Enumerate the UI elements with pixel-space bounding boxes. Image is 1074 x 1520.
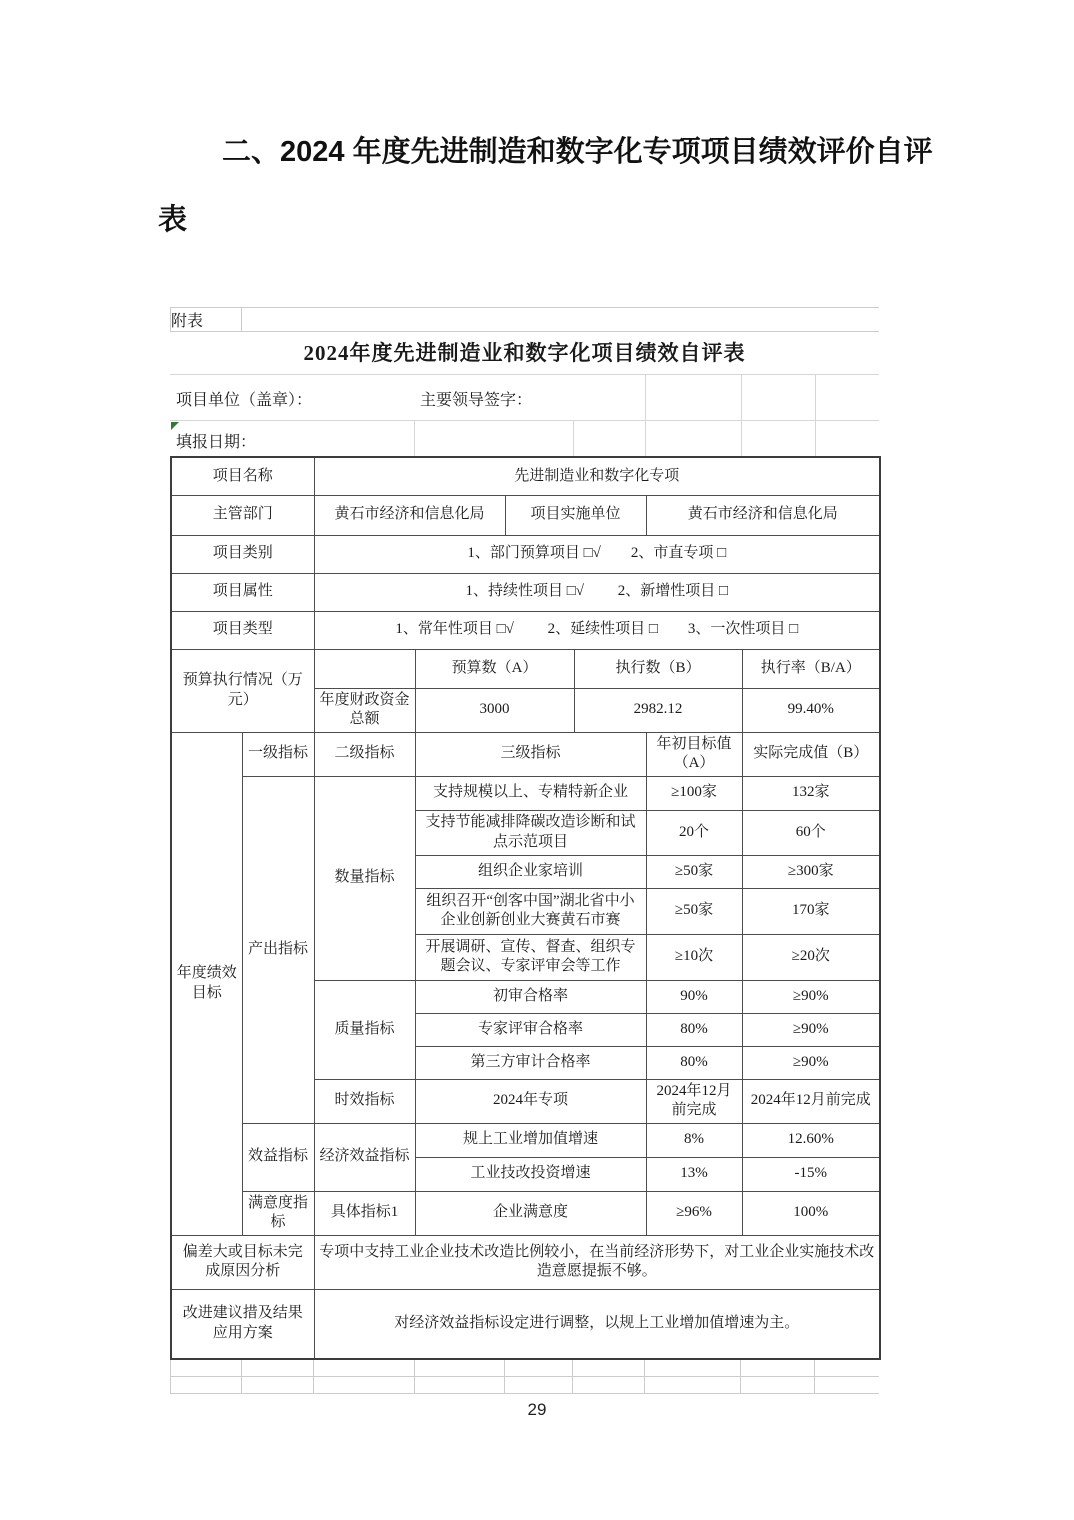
label-type: 项目类型 — [171, 611, 314, 649]
indicator-actual: 170家 — [742, 888, 880, 934]
grid-cell — [314, 1360, 415, 1376]
indicator-target: 80% — [646, 1013, 742, 1046]
sheet-title: 2024年度先进制造业和数字化项目绩效自评表 — [170, 332, 879, 375]
indicator-name: 工业技改投资增速 — [415, 1157, 646, 1191]
indicator-name: 初审合格率 — [415, 980, 646, 1013]
header-rate-ba: 执行率（B/A） — [742, 649, 880, 688]
value-improvement: 对经济效益指标设定进行调整，以规上工业增加值增速为主。 — [314, 1289, 880, 1359]
header-budget-a: 预算数（A） — [415, 649, 574, 688]
label-category: 项目类别 — [171, 535, 314, 573]
grid-cell — [505, 1360, 574, 1376]
label-improvement: 改进建议措及结果应用方案 — [171, 1289, 314, 1359]
label-budget-section: 预算执行情况（万元） — [171, 649, 314, 732]
grid-cell — [645, 1377, 741, 1393]
label-project-name: 项目名称 — [171, 457, 314, 495]
indicator-actual: ≥90% — [742, 980, 880, 1013]
indicator-actual: ≥90% — [742, 1046, 880, 1079]
label-benefit-indicator: 效益指标 — [242, 1123, 314, 1191]
label-dept: 主管部门 — [171, 495, 314, 535]
indicator-target: 90% — [646, 980, 742, 1013]
value-deviation-analysis: 专项中支持工业企业技术改造比例较小，在当前经济形势下，对工业企业实施技术改造意愿提振不够。 — [314, 1235, 880, 1289]
indicator-target: ≥96% — [646, 1191, 742, 1235]
value-project-name: 先进制造业和数字化专项 — [314, 457, 880, 495]
grid-cell — [645, 1360, 741, 1376]
indicator-actual: ≥300家 — [742, 855, 880, 888]
grid-cell — [573, 1360, 645, 1376]
indicator-name: 2024年专项 — [415, 1079, 646, 1123]
table-row — [171, 495, 880, 535]
indicator-name: 组织企业家培训 — [415, 855, 646, 888]
header-level3: 三级指标 — [415, 732, 646, 776]
indicator-target: 80% — [646, 1046, 742, 1079]
header-level2: 二级指标 — [314, 732, 415, 776]
grid-cell — [573, 1377, 645, 1393]
grid-cell — [505, 1377, 574, 1393]
empty-grid-row — [170, 1377, 879, 1394]
label-impl-unit: 项目实施单位 — [505, 495, 646, 535]
label-time-indicator: 时效指标 — [314, 1079, 415, 1123]
unit-seal-label: 项目单位（盖章）： — [176, 392, 313, 409]
indicator-name: 支持规模以上、专精特新企业 — [415, 776, 646, 810]
indicator-actual: -15% — [742, 1157, 880, 1191]
indicator-target: 20个 — [646, 810, 742, 855]
grid-line — [645, 375, 646, 420]
label-annual-fund: 年度财政资金总额 — [314, 688, 415, 732]
indicator-target: ≥50家 — [646, 855, 742, 888]
indicator-name: 组织召开“创客中国”湖北省中小企业创新创业大赛黄石市赛 — [415, 888, 646, 934]
attachment-row — [170, 307, 879, 332]
table-row — [171, 1123, 880, 1157]
label-quantity-indicator: 数量指标 — [314, 776, 415, 980]
value-dept: 黄石市经济和信息化局 — [314, 495, 505, 535]
label-quality-indicator: 质量指标 — [314, 980, 415, 1079]
label-economic-indicator: 经济效益指标 — [314, 1123, 415, 1191]
table-row — [171, 457, 880, 495]
table-row — [171, 732, 880, 776]
budget-empty-cell — [314, 649, 415, 688]
table-row — [171, 535, 880, 573]
label-annual-goal: 年度绩效目标 — [171, 732, 242, 1235]
indicator-target: ≥10次 — [646, 934, 742, 980]
value-type: 1、常年性项目 □√ 2、延续性项目 □ 3、一次性项目 □ — [314, 611, 880, 649]
label-specific-indicator: 具体指标1 — [314, 1191, 415, 1235]
grid-cell — [415, 1360, 505, 1376]
indicator-actual: ≥90% — [742, 1013, 880, 1046]
indicator-target: 8% — [646, 1123, 742, 1157]
indicator-name: 支持节能减排降碳改造诊断和试点示范项目 — [415, 810, 646, 855]
table-row — [171, 1235, 880, 1289]
grid-line — [414, 421, 415, 456]
label-deviation-analysis: 偏差大或目标未完成原因分析 — [171, 1235, 314, 1289]
grid-cell — [415, 1377, 505, 1393]
indicator-target: 2024年12月前完成 — [646, 1079, 742, 1123]
attachment-label: 附表 — [171, 308, 242, 331]
grid-cell — [314, 1377, 415, 1393]
grid-cell — [815, 1360, 879, 1376]
fill-date-row — [170, 421, 879, 456]
indicator-actual: 100% — [742, 1191, 880, 1235]
signature-row — [170, 375, 879, 421]
grid-cell — [171, 1377, 242, 1393]
indicator-actual: 132家 — [742, 776, 880, 810]
grid-line — [741, 421, 742, 456]
label-attribute: 项目属性 — [171, 573, 314, 611]
indicator-actual: 12.60% — [742, 1123, 880, 1157]
grid-line — [815, 421, 816, 456]
grid-line — [741, 375, 742, 420]
fill-date-label: 填报日期： — [176, 434, 257, 451]
table-row — [171, 611, 880, 649]
value-impl-unit: 黄石市经济和信息化局 — [646, 495, 880, 535]
indicator-target: ≥50家 — [646, 888, 742, 934]
indicator-actual: ≥20次 — [742, 934, 880, 980]
grid-cell — [815, 1377, 879, 1393]
value-exec-b: 2982.12 — [574, 688, 742, 732]
spreadsheet-area — [170, 307, 879, 1394]
header-target: 年初目标值（A） — [646, 732, 742, 776]
indicator-actual: 60个 — [742, 810, 880, 855]
page-number: 29 — [527, 1400, 547, 1419]
self-evaluation-table — [170, 456, 881, 1360]
grid-cell — [171, 1360, 242, 1376]
label-output-indicator: 产出指标 — [242, 776, 314, 1123]
label-satisfaction-indicator: 满意度指标 — [242, 1191, 314, 1235]
grid-cell — [242, 1377, 314, 1393]
table-row — [171, 1289, 880, 1359]
header-actual: 实际完成值（B） — [742, 732, 880, 776]
indicator-name: 开展调研、宣传、督查、组织专题会议、专家评审会等工作 — [415, 934, 646, 980]
grid-cell — [741, 1360, 815, 1376]
indicator-actual: 2024年12月前完成 — [742, 1079, 880, 1123]
value-category: 1、部门预算项目 □√ 2、市直专项 □ — [314, 535, 880, 573]
table-row — [171, 649, 880, 688]
grid-line — [815, 375, 816, 420]
table-row — [171, 1191, 880, 1235]
value-budget-a: 3000 — [415, 688, 574, 732]
header-exec-b: 执行数（B） — [574, 649, 742, 688]
value-attribute: 1、持续性项目 □√ 2、新增性项目 □ — [314, 573, 880, 611]
page-heading: 二、2024 年度先进制造和数字化专项项目绩效评价自评表 — [158, 136, 933, 236]
indicator-name: 第三方审计合格率 — [415, 1046, 646, 1079]
grid-cell — [741, 1377, 815, 1393]
leader-sign-label: 主要领导签字： — [420, 392, 533, 409]
grid-cell — [242, 1360, 314, 1376]
indicator-target: ≥100家 — [646, 776, 742, 810]
table-row — [171, 573, 880, 611]
indicator-name: 专家评审合格率 — [415, 1013, 646, 1046]
grid-line — [573, 421, 574, 456]
value-rate-ba: 99.40% — [742, 688, 880, 732]
empty-grid-row — [170, 1360, 879, 1377]
indicator-name: 规上工业增加值增速 — [415, 1123, 646, 1157]
grid-line — [645, 421, 646, 456]
indicator-target: 13% — [646, 1157, 742, 1191]
table-row — [171, 776, 880, 810]
indicator-name: 企业满意度 — [415, 1191, 646, 1235]
header-level1: 一级指标 — [242, 732, 314, 776]
